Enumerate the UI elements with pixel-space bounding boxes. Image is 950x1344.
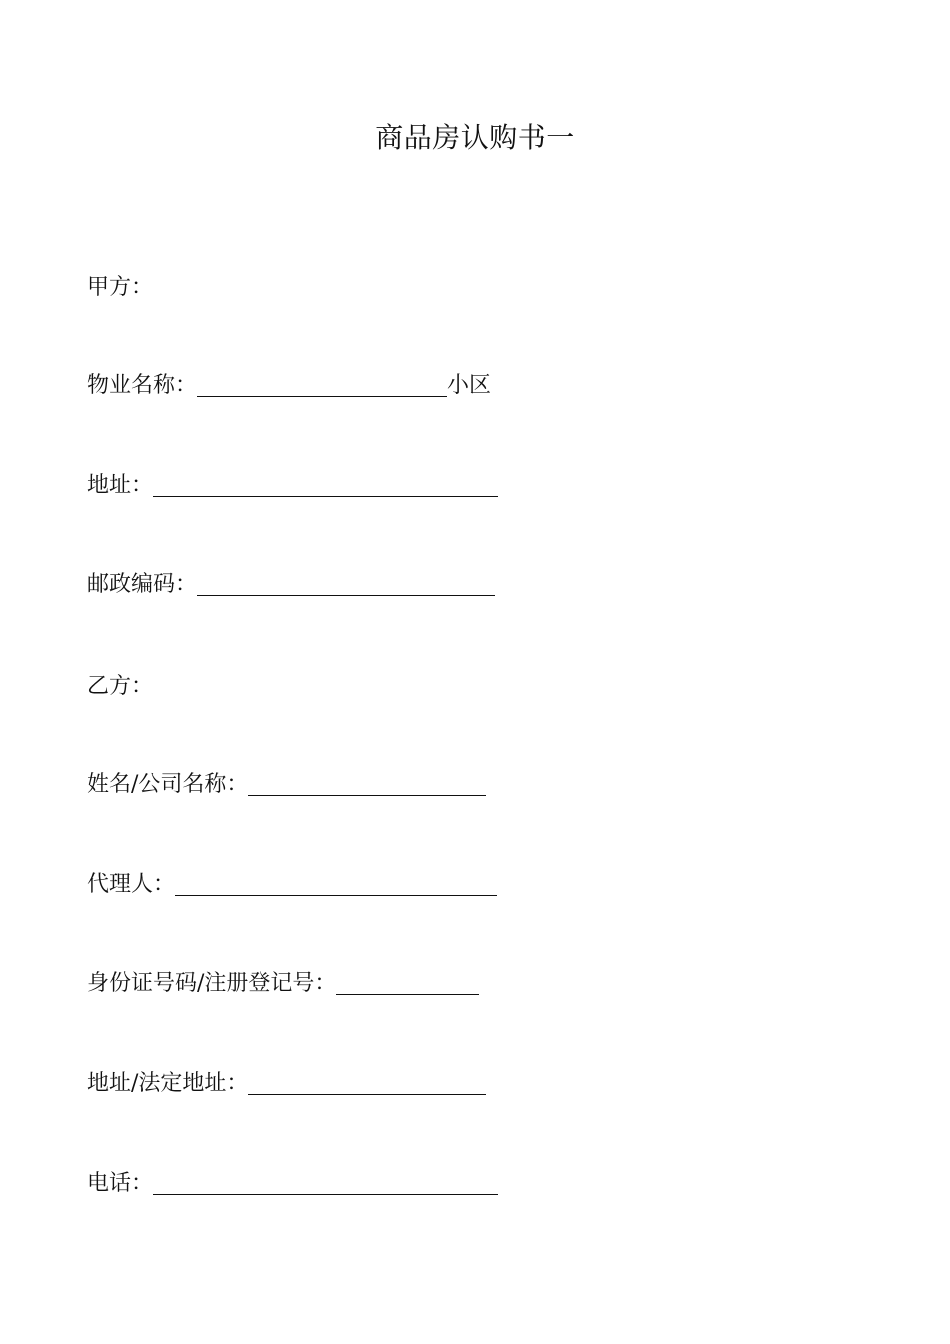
party-b-address-row: [87, 1066, 486, 1098]
id-number-row: [87, 966, 479, 998]
party-a-heading: 甲方：: [87, 275, 154, 300]
party-a-address-row: [87, 468, 498, 500]
phone-label: 电话：: [87, 1171, 154, 1196]
party-a-address-blank[interactable]: [153, 472, 498, 497]
agent-row: [87, 867, 497, 899]
party-b-address-blank[interactable]: [248, 1070, 486, 1095]
party-b-heading: 乙方：: [87, 674, 154, 699]
document-title: 商品房认购书一: [375, 121, 575, 154]
party-b-name-row: [87, 767, 486, 799]
id-number-label: 身份证号码/注册登记号：: [87, 971, 337, 996]
party-b-name-blank[interactable]: [248, 771, 486, 796]
agent-label: 代理人：: [87, 872, 176, 897]
postal-code-label: 邮政编码：: [87, 572, 198, 597]
postal-code-blank[interactable]: [197, 571, 495, 596]
property-name-blank[interactable]: [197, 372, 447, 397]
phone-row: [87, 1166, 498, 1198]
party-a-address-label: 地址：: [87, 473, 154, 498]
party-a-heading-row: [87, 270, 153, 302]
phone-blank[interactable]: [153, 1170, 498, 1195]
property-name-row: [87, 368, 491, 400]
agent-blank[interactable]: [175, 871, 497, 896]
party-b-address-label: 地址/法定地址：: [87, 1071, 249, 1096]
property-name-label: 物业名称：: [87, 373, 198, 398]
party-b-name-label: 姓名/公司名称：: [87, 772, 249, 797]
id-number-blank[interactable]: [336, 970, 479, 995]
party-b-heading-row: [87, 669, 153, 701]
postal-code-row: [87, 567, 495, 599]
property-name-suffix: 小区: [447, 373, 492, 398]
